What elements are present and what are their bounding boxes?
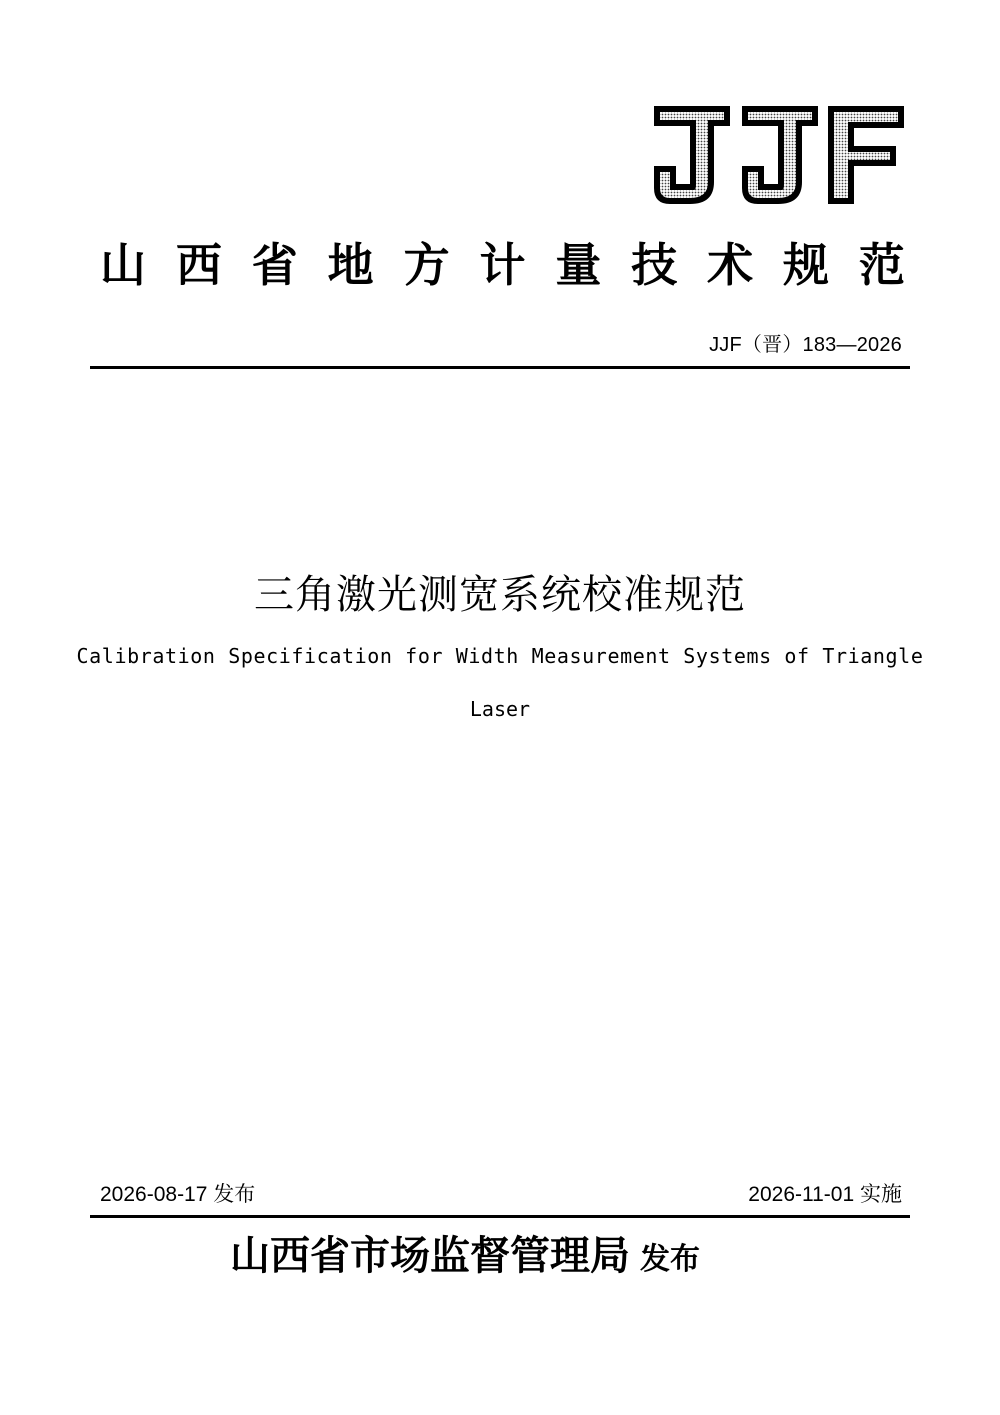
standard-code: JJF（晋）183—2026: [709, 334, 902, 356]
series-title-char: 地: [327, 238, 374, 292]
document-title-en-line2: Laser: [469, 697, 531, 721]
series-title-char: 范: [858, 238, 905, 292]
document-title-zh: 三角激光测宽系统校准规范: [254, 572, 746, 618]
issuer-suffix: 发布: [640, 1242, 700, 1277]
series-title-char: 技: [631, 238, 678, 292]
series-title-char: 省: [251, 238, 298, 292]
bottom-divider: [90, 1215, 910, 1218]
series-title-char: 术: [707, 238, 754, 292]
series-title-char: 山: [100, 238, 146, 292]
series-title: [100, 232, 905, 292]
series-title-char: 量: [555, 238, 602, 292]
issuer-name: 山西省市场监督管理局: [230, 1232, 630, 1279]
document-title-en-line1: Calibration Specification for Width Measurement Systems of Triangle: [76, 644, 924, 668]
series-title-char: 计: [479, 238, 526, 292]
jjf-logo-icon: [652, 104, 906, 208]
top-divider: [90, 366, 910, 369]
publish-date: 2026-08-17 发布: [100, 1183, 256, 1206]
implement-date: 2026-11-01 实施: [748, 1183, 902, 1206]
series-title-char: 西: [175, 238, 222, 292]
issuer: [230, 1224, 700, 1281]
series-title-char: 方: [403, 238, 450, 292]
series-title-char: 规: [783, 238, 830, 292]
